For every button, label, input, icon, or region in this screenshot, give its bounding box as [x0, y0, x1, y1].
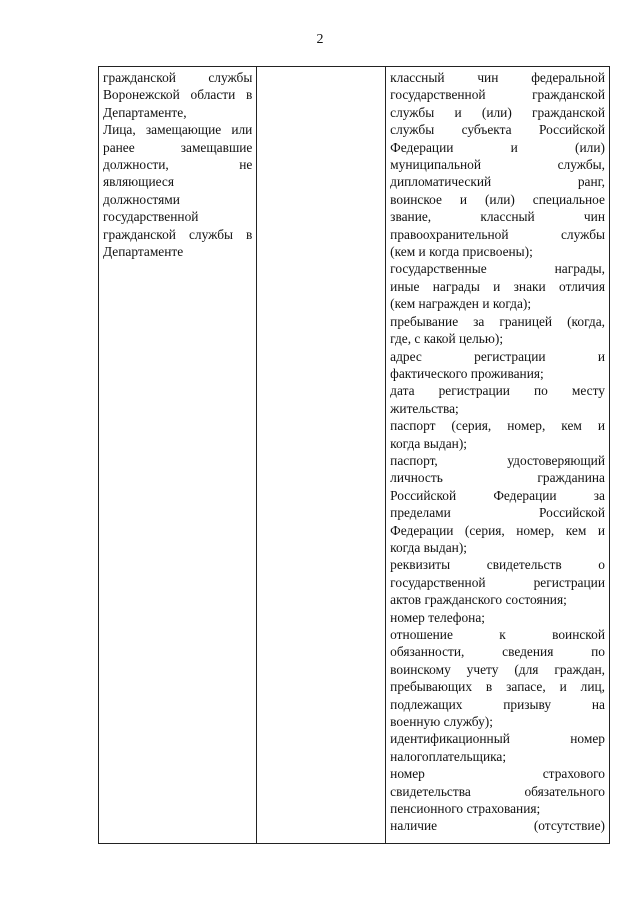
category-cell: [99, 67, 257, 844]
text-line: адрес регистрации и: [390, 348, 605, 364]
text-line: личность гражданина: [390, 470, 605, 486]
text-line: должности, не: [103, 157, 253, 173]
text-line: Воронежской области в: [103, 87, 253, 103]
text-line: иные награды и знаки отличия: [390, 278, 605, 294]
text-line: наличие (отсутствие): [390, 818, 605, 834]
text-line: идентификационный номер: [390, 731, 605, 747]
text-line: фактического проживания;: [390, 365, 544, 381]
text-line: отношение к воинской: [390, 627, 605, 642]
text-line: государственной: [103, 209, 199, 225]
text-line: Департаменте: [103, 244, 184, 260]
text-line: воинское и (или) специальное: [390, 191, 605, 207]
text-line: Российской Федерации за: [390, 487, 605, 503]
text-line: государственной регистрации: [390, 574, 605, 590]
text-line: гражданской службы: [103, 70, 253, 85]
text-line: дата регистрации по месту: [390, 383, 605, 399]
text-line: Департаменте,: [103, 104, 187, 120]
text-line: службы и (или) гражданской: [390, 104, 605, 120]
text-line: подлежащих призыву на: [390, 696, 605, 712]
text-line: свидетельства обязательного: [390, 783, 605, 799]
text-line: воинскому учету (для граждан,: [390, 661, 605, 677]
category-text: [103, 69, 252, 260]
text-line: где, с какой целью);: [390, 331, 504, 347]
text-line: военную службу);: [390, 714, 493, 730]
table-row: [99, 67, 610, 844]
text-line: классный чин федеральной: [390, 70, 605, 85]
text-line: государственной гражданской: [390, 87, 605, 103]
text-line: когда выдан);: [390, 435, 468, 451]
text-line: пребывающих в запасе, и лиц,: [390, 679, 605, 695]
empty-cell: [257, 67, 386, 844]
page-number: 2: [316, 32, 324, 47]
data-list-text: [390, 69, 605, 835]
text-line: являющиеся: [103, 174, 175, 190]
text-line: (кем награжден и когда);: [390, 296, 532, 312]
text-line: должностями: [103, 191, 180, 207]
text-line: пределами Российской: [390, 505, 605, 521]
text-line: правоохранительной службы: [390, 226, 605, 242]
text-line: пенсионного страхования;: [390, 801, 541, 817]
text-line: Федерации (серия, номер, кем и: [390, 522, 605, 538]
text-line: муниципальной службы,: [390, 157, 605, 173]
text-line: ранее замещавшие: [103, 139, 253, 155]
text-line: гражданской службы в: [103, 226, 253, 242]
text-line: номер страхового: [390, 766, 605, 782]
text-line: обязанности, сведения по: [390, 644, 605, 660]
data-list-cell: [386, 67, 610, 844]
text-line: номер телефона;: [390, 609, 486, 625]
text-line: Федерации и (или): [390, 139, 605, 155]
text-line: налогоплательщика;: [390, 748, 507, 764]
text-line: службы субъекта Российской: [390, 122, 605, 138]
text-line: пребывание за границей (когда,: [390, 313, 605, 329]
text-line: звание, классный чин: [390, 209, 605, 225]
text-line: актов гражданского состояния;: [390, 592, 567, 608]
text-line: Лица, замещающие или: [103, 122, 253, 138]
text-line: паспорт, удостоверяющий: [390, 452, 605, 468]
text-line: дипломатический ранг,: [390, 174, 605, 190]
text-line: (кем и когда присвоены);: [390, 244, 533, 260]
text-line: реквизиты свидетельств о: [390, 557, 605, 573]
document-table: [98, 66, 610, 844]
text-line: жительства;: [390, 400, 459, 416]
text-line: паспорт (серия, номер, кем и: [390, 418, 605, 434]
text-line: когда выдан);: [390, 539, 468, 555]
text-line: государственные награды,: [390, 261, 605, 277]
